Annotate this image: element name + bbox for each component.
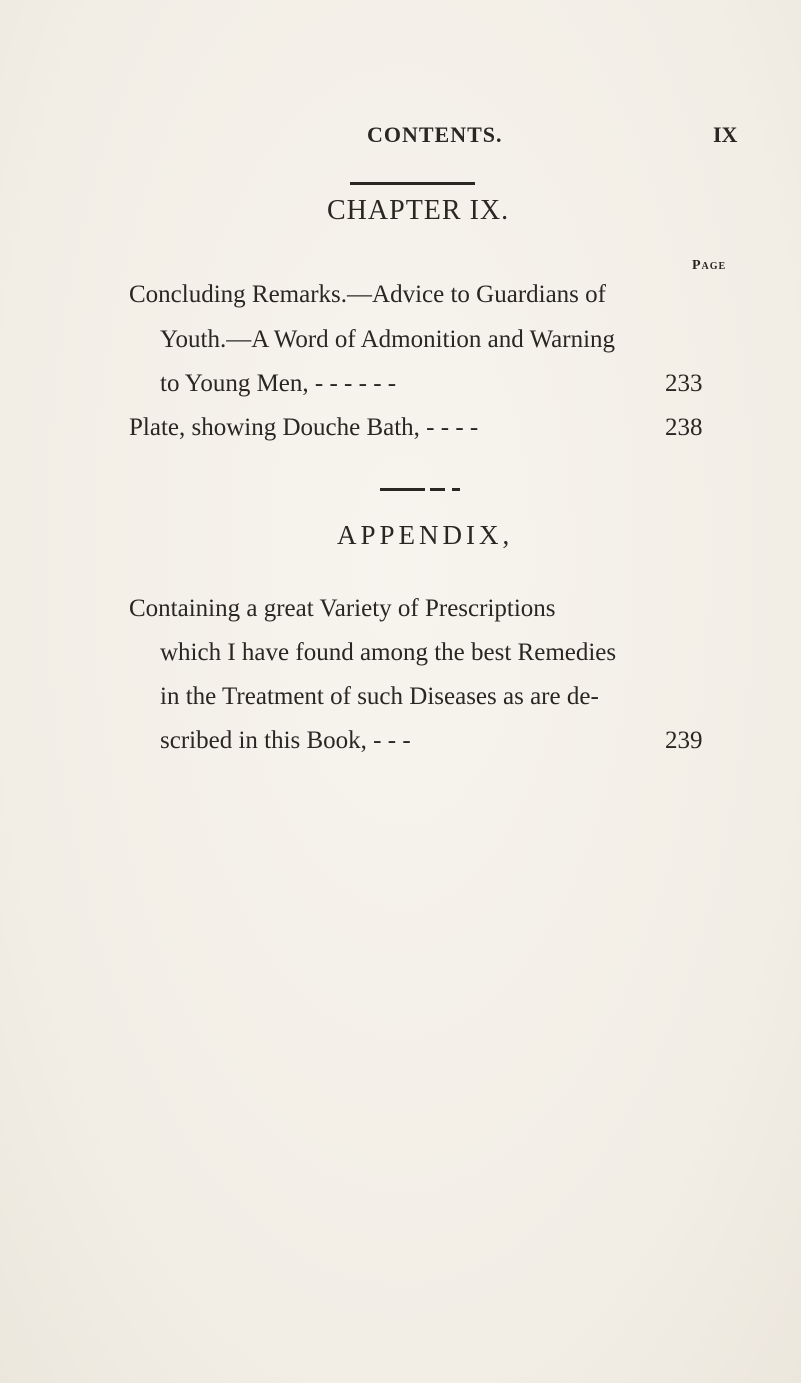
toc-entry-line: Plate, showing Douche Bath, - - - - [129,414,479,441]
running-header [0,122,801,152]
appendix-line: in the Treatment of such Diseases as are de- [160,683,599,710]
chapter-heading: CHAPTER IX. [327,195,510,226]
appendix-line: Containing a great Variety of Prescriptions [129,595,556,622]
section-rule [430,488,445,491]
folio-page-number: IX [713,122,738,147]
header-rule [350,182,475,185]
toc-entry-page: 238 [665,414,703,441]
toc-entry-page: 233 [665,370,703,397]
toc-entry-line: Youth.—A Word of Admonition and Warning [160,326,616,353]
section-rule [452,488,460,491]
running-title: CONTENTS. [367,122,503,147]
appendix-line: which I have found among the best Remedies [160,639,617,666]
page-column-label: Page [692,258,727,273]
section-rule [380,488,425,491]
toc-entry-line: Concluding Remarks.—Advice to Guardians of [129,281,606,308]
appendix-line: scribed in this Book, - - - [160,727,411,754]
appendix-heading: APPENDIX, [337,520,514,550]
appendix-page: 239 [665,727,703,754]
toc-entry-line: to Young Men, - - - - - - [160,370,397,397]
